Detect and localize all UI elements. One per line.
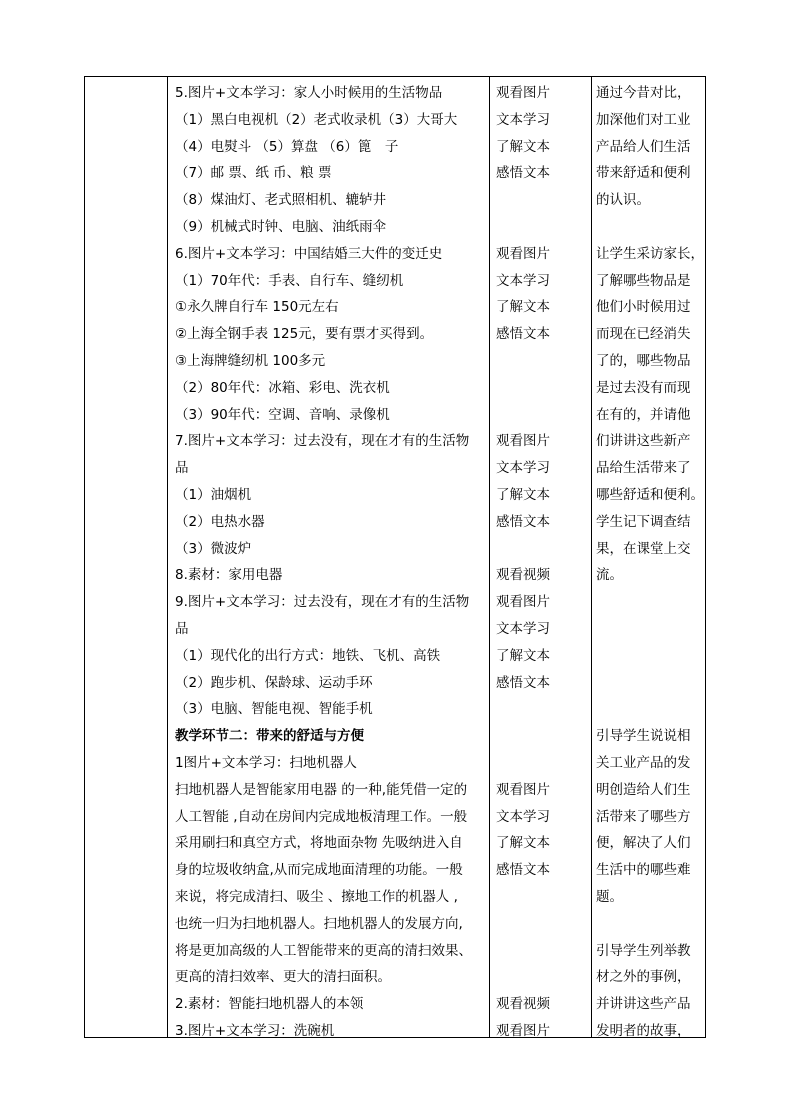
content-line: ①永久牌自行车 150元左右: [175, 299, 339, 316]
content-line: 2.素材：智能扫地机器人的本领: [175, 996, 364, 1013]
content-line: （4）电熨斗 （5）算盘 （6）篦 子: [175, 138, 399, 155]
design-intent-line: 让学生采访家长，: [596, 245, 704, 262]
content-line: （3）微波炉: [175, 540, 252, 557]
design-intent-line: 流。: [596, 567, 623, 584]
design-intent-line: 的认识。: [596, 192, 650, 209]
lesson-plan-table: [84, 76, 706, 1038]
content-line: 品: [175, 460, 189, 477]
content-line: 品: [175, 621, 189, 637]
content-line: 也统一归为扫地机器人。扫地机器人的发展方向,: [175, 915, 463, 932]
content-line: 7.图片+文本学习：过去没有，现在才有的生活物: [175, 433, 470, 450]
design-intent-line: 活带来了哪些方: [596, 808, 691, 825]
column-divider: [167, 77, 168, 1037]
column-divider: [591, 77, 592, 1037]
student-activity-line: 了解文本: [496, 138, 550, 155]
content-line: 更高的清扫效率、更大的清扫面积。: [175, 969, 391, 986]
design-intent-line: 们讲讲这些新产: [596, 433, 691, 450]
content-line: （9）机械式时钟、电脑、油纸雨伞: [175, 219, 387, 235]
content-line: （1）70年代：手表、自行车、缝纫机: [175, 272, 404, 289]
design-intent-line: 了解哪些物品是: [596, 272, 691, 289]
student-activity-line: 文本学习: [496, 621, 550, 637]
student-activity-line: 感悟文本: [496, 862, 550, 879]
student-activity-line: 观看图片: [496, 245, 550, 262]
design-intent-line: 关工业产品的发: [596, 755, 691, 771]
content-line: ③上海牌缝纫机 100多元: [175, 353, 326, 369]
design-intent-line: 引导学生说说相: [596, 728, 691, 745]
content-line: （1）现代化的出行方式：地铁、飞机、高铁: [175, 647, 441, 664]
content-line: 9.图片+文本学习：过去没有，现在才有的生活物: [175, 594, 470, 611]
design-intent-line: 明创造给人们生: [596, 781, 691, 798]
design-intent-line: 便，解决了人们: [596, 835, 691, 852]
content-line: 8.素材：家用电器: [175, 567, 283, 584]
content-line: （2）跑步机、保龄球、运动手环: [175, 674, 373, 691]
design-intent-line: 他们小时候用过: [596, 299, 691, 316]
content-line: （1）油烟机: [175, 487, 252, 503]
student-activity-line: 了解文本: [496, 835, 550, 852]
student-activity-line: 文本学习: [496, 808, 550, 825]
student-activity-line: 文本学习: [496, 111, 550, 128]
student-activity-line: 了解文本: [496, 299, 550, 316]
student-activity-line: 了解文本: [496, 647, 550, 664]
design-intent-line: 了的，哪些物品: [596, 353, 691, 369]
content-line: 人工智能 ,自动在房间内完成地板清理工作。一般: [175, 808, 468, 825]
design-intent-line: 学生记下调查结: [596, 513, 691, 530]
student-activity-line: 观看视频: [496, 996, 550, 1013]
content-line: （1）黑白电视机（2）老式收录机（3）大哥大: [175, 111, 458, 128]
content-line: （7）邮 票、纸 币、粮 票: [175, 165, 332, 182]
design-intent-line: 带来舒适和便利: [596, 165, 691, 182]
design-intent-line: 发明者的故事，: [596, 1023, 691, 1039]
design-intent-line: 品给生活带来了: [596, 460, 691, 477]
student-activity-line: 文本学习: [496, 460, 550, 477]
content-line: 1图片+文本学习：扫地机器人: [175, 755, 357, 771]
student-activity-line: 观看图片: [496, 781, 550, 798]
content-line: （3）90年代：空调、音响、录像机: [175, 406, 390, 423]
student-activity-line: 感悟文本: [496, 513, 550, 530]
content-line: 3.图片+文本学习：洗碗机: [175, 1023, 335, 1039]
design-intent-line: 在有的，并请他: [596, 406, 691, 423]
content-line: 5.图片+文本学习：家人小时候用的生活物品: [175, 85, 443, 101]
design-intent-line: 并讲讲这些产品: [596, 996, 691, 1013]
content-line: （3）电脑、智能电视、智能手机: [175, 701, 373, 718]
student-activity-line: 观看视频: [496, 567, 550, 584]
student-activity-line: 观看图片: [496, 85, 550, 101]
student-activity-line: 观看图片: [496, 1023, 550, 1039]
design-intent-line: 题。: [596, 889, 623, 905]
content-line: 来说，将完成清扫、吸尘 、擦地工作的机器人 ,: [175, 889, 458, 905]
design-intent-line: 而现在已经消失: [596, 326, 691, 343]
content-line: 扫地机器人是智能家用电器 的一种,能凭借一定的: [175, 781, 468, 798]
design-intent-line: 哪些舒适和便利。: [596, 487, 704, 503]
content-line: 将是更加高级的人工智能带来的更高的清扫效果、: [175, 942, 472, 959]
column-divider: [489, 77, 490, 1037]
student-activity-line: 观看图片: [496, 594, 550, 611]
design-intent-line: 材之外的事例，: [596, 969, 691, 986]
design-intent-line: 是过去没有而现: [596, 379, 691, 396]
content-line: 采用刷扫和真空方式，将地面杂物 先吸纳进入自: [175, 835, 463, 852]
content-line: 教学环节二：带来的舒适与方便: [175, 728, 364, 745]
design-intent-line: 通过今昔对比，: [596, 85, 691, 101]
design-intent-line: 果，在课堂上交: [596, 540, 691, 557]
student-activity-line: 了解文本: [496, 487, 550, 503]
content-line: 身的垃圾收纳盒,从而完成地面清理的功能。一般: [175, 862, 463, 879]
design-intent-line: 生活中的哪些难: [596, 862, 691, 879]
design-intent-line: 加深他们对工业: [596, 111, 691, 128]
student-activity-line: 观看图片: [496, 433, 550, 450]
design-intent-line: 引导学生列举教: [596, 942, 691, 959]
student-activity-line: 感悟文本: [496, 165, 550, 182]
content-line: （8）煤油灯、老式照相机、辘轳井: [175, 192, 387, 209]
student-activity-line: 感悟文本: [496, 326, 550, 343]
content-line: ②上海全钢手表 125元，要有票才买得到。: [175, 326, 434, 343]
content-line: 6.图片+文本学习：中国结婚三大件的变迁史: [175, 245, 443, 262]
student-activity-line: 感悟文本: [496, 674, 550, 691]
design-intent-line: 产品给人们生活: [596, 138, 691, 155]
content-line: （2）电热水器: [175, 513, 265, 530]
content-line: （2）80年代：冰箱、彩电、洗衣机: [175, 379, 390, 396]
student-activity-line: 文本学习: [496, 272, 550, 289]
